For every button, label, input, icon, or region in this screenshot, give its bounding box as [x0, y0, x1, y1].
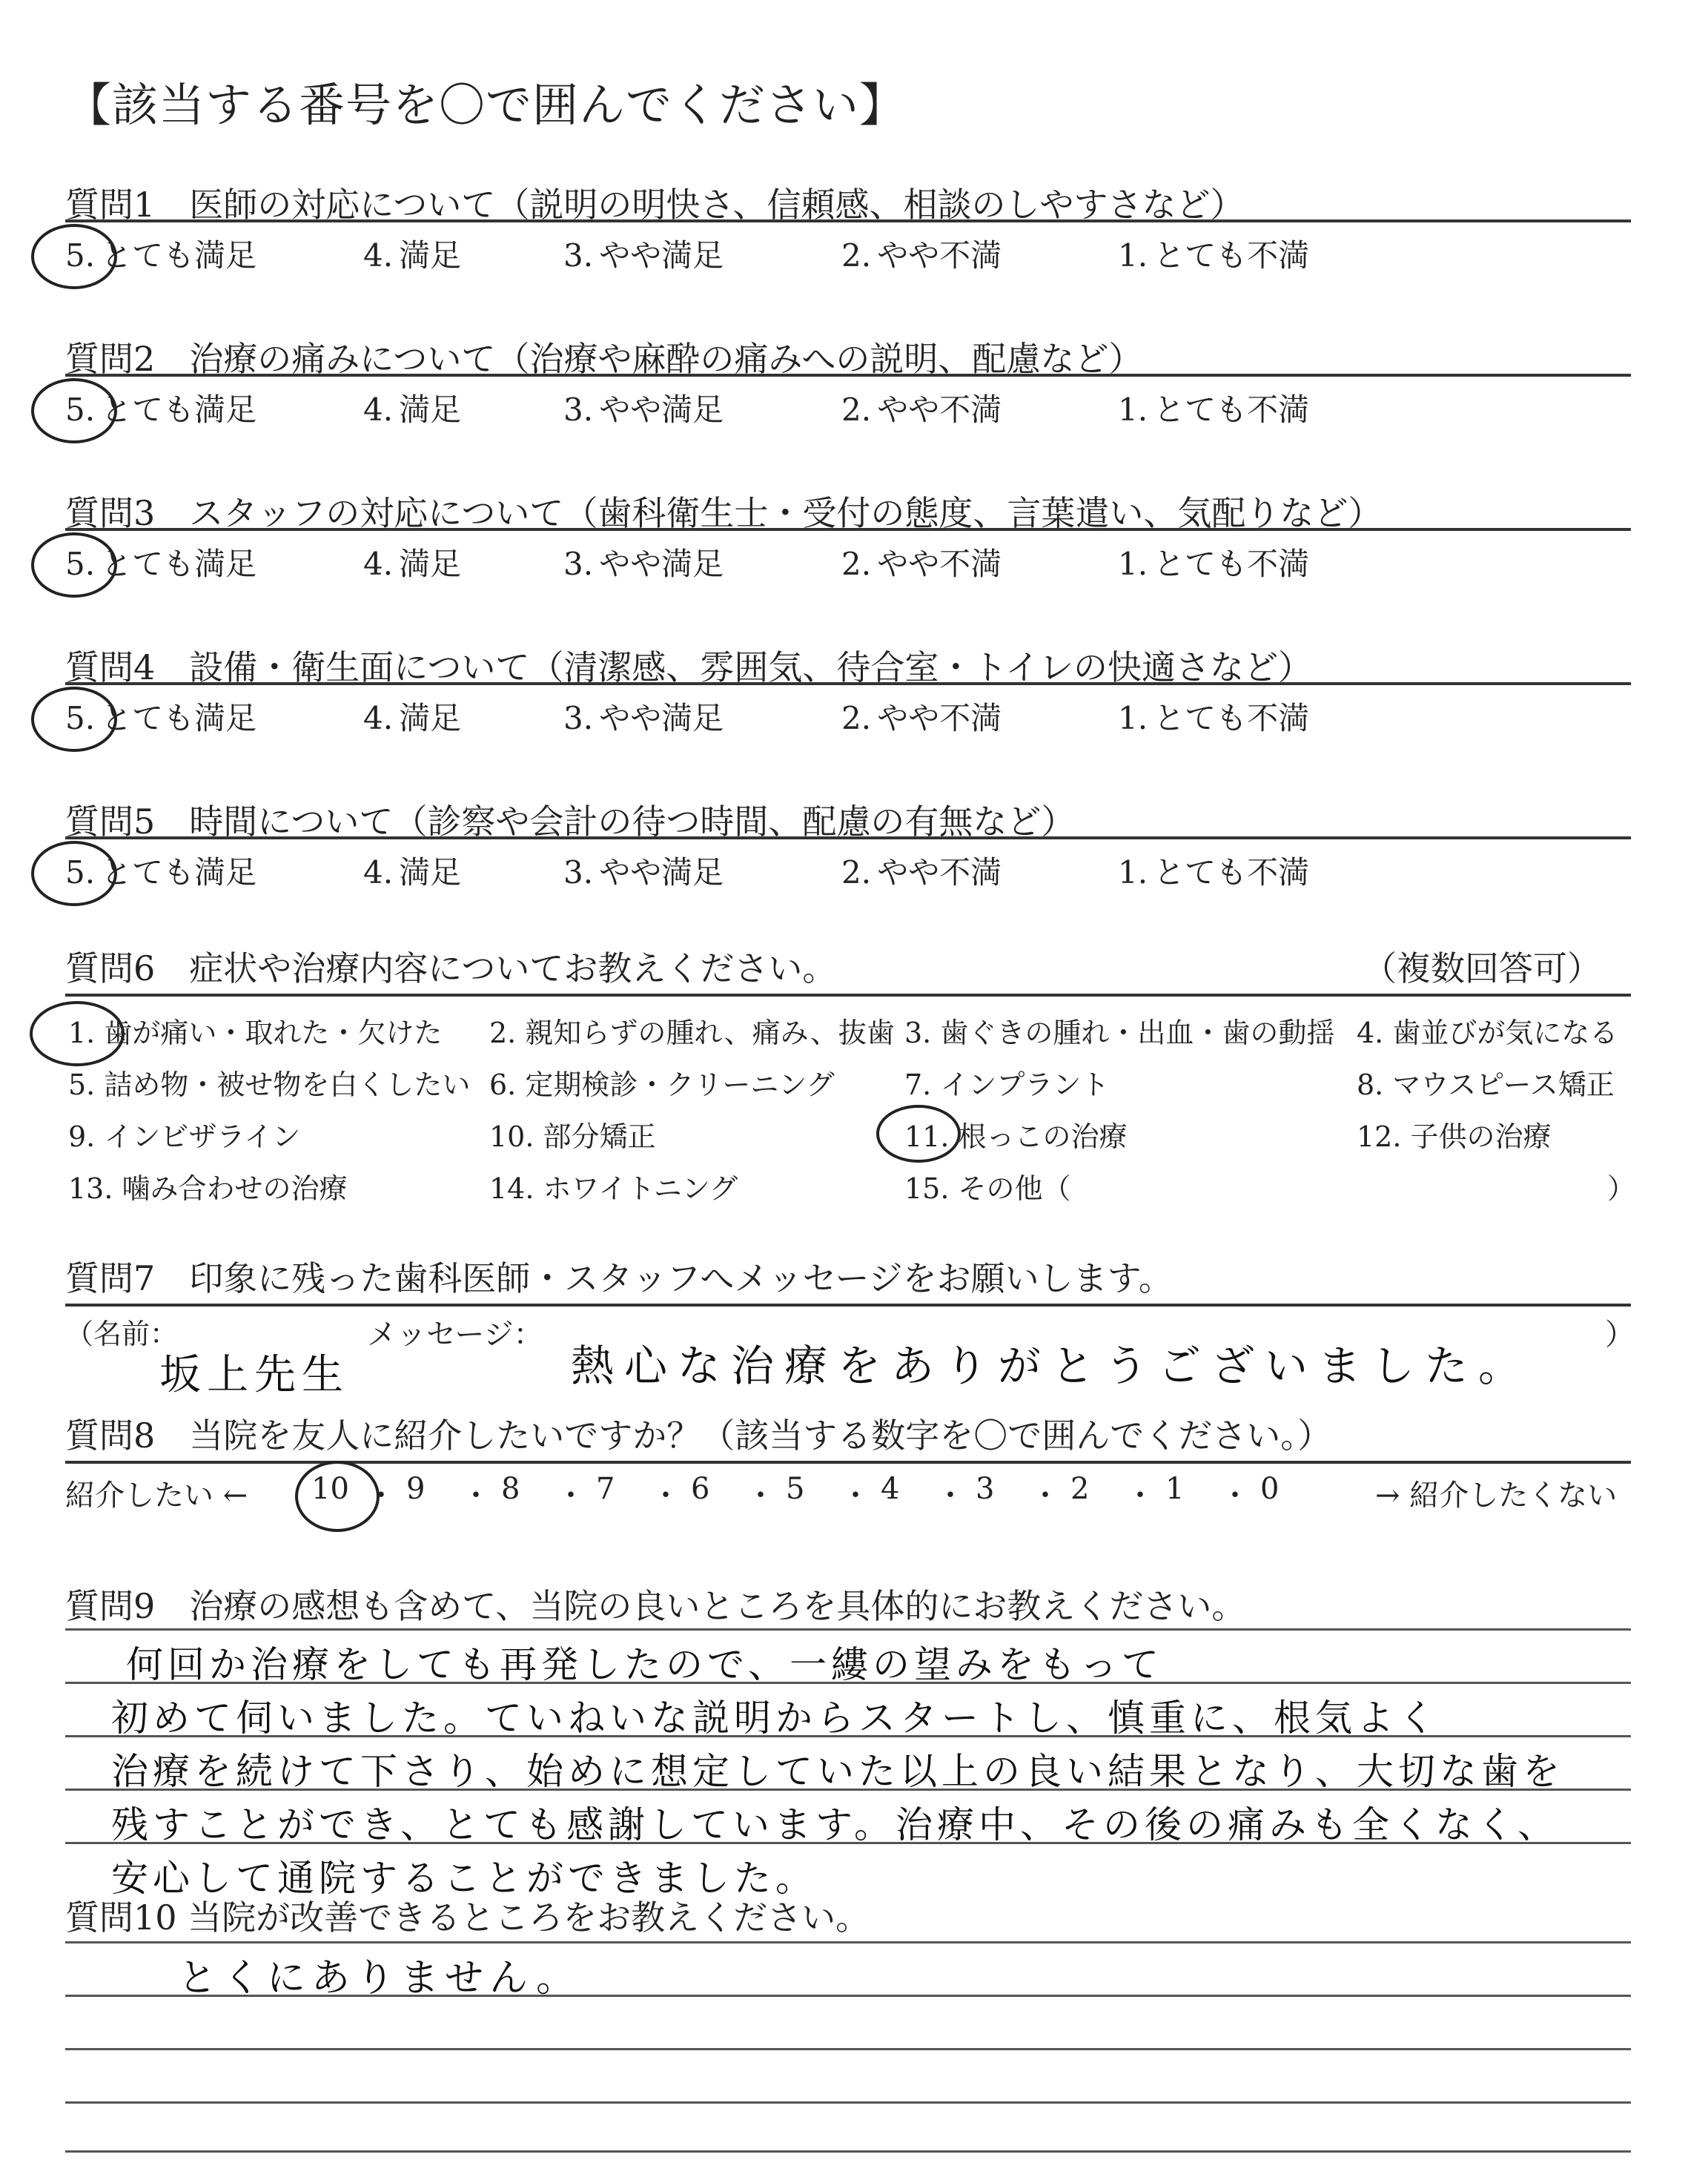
q10-answer-rule: [65, 2150, 1631, 2153]
q8-right-label: → 紹介したくない: [1375, 1479, 1618, 1513]
q6-option-5[interactable]: 5. 詰め物・被せ物を白くしたい: [68, 1069, 471, 1101]
option-label: やや不満: [877, 854, 1002, 891]
option-number: 3.: [563, 392, 594, 428]
q9-title: 質問9 治療の感想も含めて、当院の良いところを具体的にお教えください。: [65, 1586, 1246, 1626]
q3-option-3[interactable]: [563, 540, 724, 584]
q6-option-3[interactable]: 3. 歯ぐきの腫れ・出血・歯の動揺: [904, 1017, 1335, 1049]
q6-option-15[interactable]: 15. その他（: [904, 1172, 1071, 1205]
q8-separator: ・: [1030, 1479, 1060, 1513]
q4-option-4[interactable]: [363, 694, 461, 739]
q8-scale-0[interactable]: 0: [1260, 1472, 1280, 1506]
q3-rule: [65, 528, 1631, 531]
option-label: やや満足: [599, 546, 724, 582]
q6-option-9[interactable]: 9. インビザライン: [68, 1120, 301, 1153]
q9-answer-line[interactable]: 治療を続けて下さり、始めに想定していた以上の良い結果となり、大切な歯を: [111, 1750, 1564, 1793]
q9-answer-line[interactable]: 何回か治療をしても再発したので、一縷の望みをもって: [126, 1643, 1163, 1686]
option-label: とても不満: [1153, 546, 1310, 582]
option-label: 満足: [399, 700, 462, 736]
q7-name-label: （名前：: [65, 1318, 179, 1350]
q8-scale-9[interactable]: 9: [406, 1472, 426, 1506]
option-number: 3.: [563, 237, 594, 274]
option-label: やや満足: [599, 237, 724, 274]
q3-option-2[interactable]: [841, 540, 1002, 584]
q1-option-1[interactable]: [1118, 231, 1309, 276]
q7-message-value[interactable]: 熱心な治療をありがとうございました。: [571, 1341, 1532, 1391]
option-number: 2.: [841, 392, 872, 428]
q1-option-4[interactable]: [363, 231, 461, 276]
option-number: 5.: [65, 237, 96, 274]
q2-rule: [65, 374, 1631, 377]
q6-option-11[interactable]: 11. 根っこの治療: [904, 1120, 1128, 1153]
q6-option-6[interactable]: 6. 定期検診・クリーニング: [489, 1069, 835, 1101]
option-label: やや満足: [599, 854, 724, 891]
option-number: 2.: [841, 854, 872, 891]
q7-title: 質問7 印象に残った歯科医師・スタッフへメッセージをお願いします。: [65, 1258, 1173, 1298]
q10-answer-line[interactable]: とくにありません。: [178, 1956, 581, 2001]
option-number: 5.: [65, 700, 96, 736]
option-label: とても満足: [101, 700, 257, 736]
q5-title: 質問5 時間について（診察や会計の待つ時間、配慮の有無など）: [65, 802, 1076, 842]
option-label: やや不満: [877, 392, 1002, 428]
q10-answer-rule: [65, 2048, 1631, 2050]
q1-option-3[interactable]: [563, 231, 724, 276]
option-number: 1.: [1118, 700, 1148, 736]
q8-scale-8[interactable]: 8: [501, 1472, 520, 1506]
q7-close: ）: [1605, 1318, 1635, 1352]
option-label: とても不満: [1153, 392, 1310, 428]
option-label: やや満足: [599, 392, 724, 428]
q2-option-1[interactable]: [1118, 386, 1309, 430]
q8-separator: ・: [556, 1479, 586, 1513]
option-label: 満足: [399, 392, 462, 428]
q8-title: 質問8 当院を友人に紹介したいですか？（該当する数字を〇で囲んでください。）: [65, 1416, 1332, 1456]
q3-selected-circle: [31, 532, 117, 598]
option-number: 5.: [65, 546, 96, 582]
q5-selected-circle: [31, 841, 117, 906]
option-number: 2.: [841, 237, 872, 274]
q5-rule: [65, 836, 1631, 839]
q1-title: 質問1 医師の対応について（説明の明快さ、信頼感、相談のしやすさなど）: [65, 185, 1245, 225]
q6-option-1[interactable]: 1. 歯が痛い・取れた・欠けた: [68, 1017, 443, 1049]
q8-scale-2[interactable]: 2: [1070, 1472, 1090, 1506]
form-heading: 【該当する番号を〇で囲んでください】: [65, 78, 907, 132]
option-label: とても不満: [1153, 237, 1310, 274]
option-label: やや不満: [877, 237, 1002, 274]
option-label: やや満足: [599, 700, 724, 736]
q2-selected-circle: [31, 378, 117, 443]
q8-scale-7[interactable]: 7: [596, 1472, 615, 1506]
q8-separator: ・: [841, 1479, 870, 1513]
option-label: 満足: [399, 546, 462, 582]
q6-option-4[interactable]: 4. 歯並びが気になる: [1357, 1017, 1618, 1049]
q10-answer-rule: [65, 2101, 1631, 2104]
q4-option-3[interactable]: [563, 694, 724, 739]
option-number: 2.: [841, 700, 872, 736]
q5-option-3[interactable]: [563, 848, 724, 893]
q8-left-label: 紹介したい ←: [65, 1479, 248, 1513]
q6-option-10[interactable]: 10. 部分矯正: [489, 1120, 656, 1153]
q6-option-8[interactable]: 8. マウスピース矯正: [1357, 1069, 1615, 1101]
option-number: 2.: [841, 546, 872, 582]
q6-option-2[interactable]: 2. 親知らずの腫れ、痛み、抜歯: [489, 1017, 895, 1049]
option-label: やや不満: [877, 700, 1002, 736]
q8-scale-6[interactable]: 6: [691, 1472, 710, 1506]
q4-rule: [65, 682, 1631, 685]
option-label: やや不満: [877, 546, 1002, 582]
q1-rule: [65, 219, 1631, 222]
q4-selected-circle: [31, 687, 117, 752]
q6-other-close: ）: [1607, 1172, 1636, 1205]
option-label: とても不満: [1153, 700, 1310, 736]
q6-title: 質問6 症状や治療内容についてお教えください。: [65, 948, 837, 988]
q7-name-value[interactable]: 坂上先生: [159, 1351, 349, 1399]
q6-option-13[interactable]: 13. 噛み合わせの治療: [68, 1172, 348, 1205]
option-label: とても満足: [101, 854, 257, 891]
option-number: 1.: [1118, 546, 1148, 582]
q8-separator: ・: [1125, 1479, 1155, 1513]
q6-note: （複数回答可）: [1363, 948, 1601, 988]
q9-answer-rule: [65, 1628, 1631, 1631]
option-label: 満足: [399, 854, 462, 891]
q2-option-4[interactable]: [363, 386, 461, 430]
q4-option-1[interactable]: [1118, 694, 1309, 739]
q5-option-4[interactable]: [363, 848, 461, 893]
q1-option-2[interactable]: [841, 231, 1002, 276]
q6-option-7[interactable]: 7. インプラント: [904, 1069, 1110, 1101]
q9-answer-line[interactable]: 残すことができ、とても感謝しています。治療中、その後の痛みも全くなく、: [111, 1803, 1559, 1846]
q2-title: 質問2 治療の痛みについて（治療や麻酔の痛みへの説明、配慮など）: [65, 339, 1143, 379]
option-number: 4.: [363, 854, 394, 891]
q8-separator: ・: [746, 1479, 775, 1513]
q9-answer-line[interactable]: 安心して通院することができました。: [111, 1857, 817, 1900]
q6-option-14[interactable]: 14. ホワイトニング: [489, 1172, 738, 1205]
q8-circle-10: [295, 1461, 380, 1532]
q8-scale-5[interactable]: 5: [786, 1472, 805, 1506]
option-number: 4.: [363, 237, 394, 274]
q5-option-1[interactable]: [1118, 848, 1309, 893]
q10-title: 質問10 当院が改善できるところをお教えください。: [65, 1898, 870, 1938]
q2-option-3[interactable]: [563, 386, 724, 430]
option-label: とても不満: [1153, 854, 1310, 891]
q8-separator: ・: [366, 1479, 396, 1513]
q3-option-1[interactable]: [1118, 540, 1309, 584]
q7-rule: [65, 1304, 1631, 1307]
option-label: とても満足: [101, 392, 257, 428]
q8-rule: [65, 1461, 1631, 1464]
q9-answer-line[interactable]: 初めて伺いました。ていねいな説明からスタートし、慎重に、根気よく: [111, 1697, 1440, 1740]
q6-option-12[interactable]: 12. 子供の治療: [1357, 1120, 1552, 1153]
q8-separator: ・: [651, 1479, 681, 1513]
q8-separator: ・: [1220, 1479, 1250, 1513]
option-number: 1.: [1118, 237, 1148, 274]
option-number: 3.: [563, 854, 594, 891]
q4-title: 質問4 設備・衛生面について（清潔感、雰囲気、待合室・トイレの快適さなど）: [65, 647, 1313, 687]
option-number: 5.: [65, 854, 96, 891]
option-label: とても満足: [101, 546, 257, 582]
option-number: 5.: [65, 392, 96, 428]
q6-circle-11: [876, 1105, 961, 1163]
q3-option-4[interactable]: [363, 540, 461, 584]
q1-selected-circle: [31, 224, 117, 289]
q3-title: 質問3 スタッフの対応について（歯科衛生士・受付の態度、言葉遣い、気配りなど）: [65, 493, 1383, 533]
q5-option-2[interactable]: [841, 848, 1002, 893]
q7-message-label: メッセージ：: [367, 1318, 543, 1352]
q10-answer-rule: [65, 1941, 1631, 1943]
option-label: 満足: [399, 237, 462, 274]
q6-circle-1: [30, 1001, 125, 1066]
option-number: 1.: [1118, 854, 1148, 891]
option-number: 4.: [363, 700, 394, 736]
q8-scale-1[interactable]: 1: [1165, 1472, 1185, 1506]
option-number: 3.: [563, 546, 594, 582]
q8-separator: ・: [461, 1479, 491, 1513]
q4-option-2[interactable]: [841, 694, 1002, 739]
option-number: 4.: [363, 392, 394, 428]
option-label: とても満足: [101, 237, 257, 274]
option-number: 3.: [563, 700, 594, 736]
option-number: 4.: [363, 546, 394, 582]
q8-scale-3[interactable]: 3: [976, 1472, 995, 1506]
q8-scale-10[interactable]: 10: [311, 1472, 349, 1506]
q8-scale-4[interactable]: 4: [881, 1472, 900, 1506]
q2-option-2[interactable]: [841, 386, 1002, 430]
q8-separator: ・: [936, 1479, 965, 1513]
option-number: 1.: [1118, 392, 1148, 428]
q6-rule: [65, 994, 1631, 997]
